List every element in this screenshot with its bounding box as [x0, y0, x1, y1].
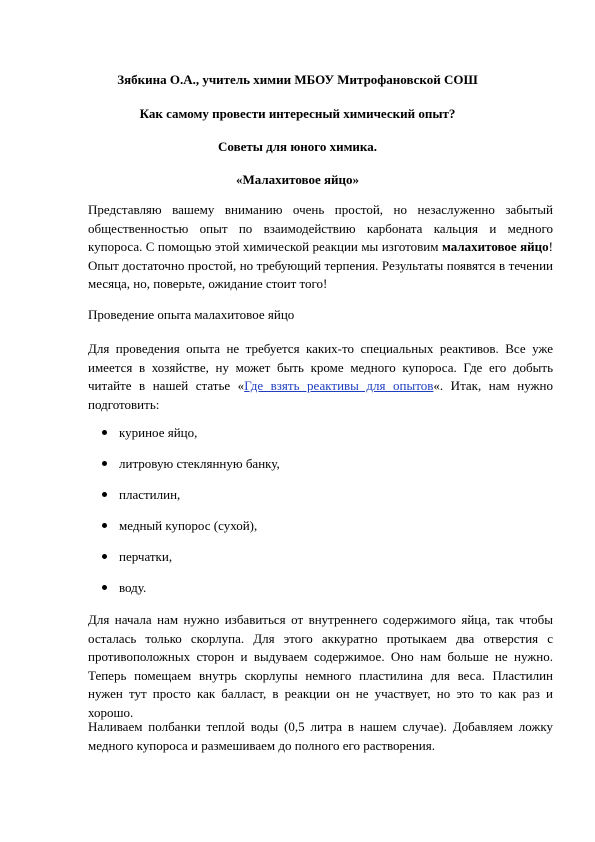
author-line: Зябкина О.А., учитель химии МБОУ Митрофановской СОШ: [117, 72, 478, 87]
list-item-label: куриное яйцо,: [119, 425, 198, 440]
intro-paragraph: [88, 201, 553, 294]
list-item-label: пластилин,: [119, 487, 181, 502]
list-item-label: воду.: [119, 580, 147, 595]
list-item-label: литровую стеклянную банку,: [119, 456, 280, 471]
list-item-label: перчатки,: [119, 549, 173, 564]
intro-text-1: Представляю вашему вниманию очень простой, но незаслуженно забытый общественностью опыт по взаимодействию карбоната кальция и медного купороса. С помощью этой химической реакции мы изготовим: [88, 202, 553, 254]
intro-text-2: ! Опыт достаточно простой, но требующий терпения. Результаты появятся в течении месяца, но, поверьте, ожидание стоит того!: [88, 239, 553, 291]
step1-paragraph: Для начала нам нужно избавиться от внутреннего содержимого яйца, так чтобы осталась только скорлупа. Для этого аккуратно протыкаем два отверстия с противоположных сторон и выдуваем содержимое. Оно нам больше не нужно. Теперь помещаем внутрь скорлупы немного пластилина для веса. Пластилин нужен тут просто как балласт, в реакции он не участвует, но это то как раз и хорошо.: [88, 612, 553, 720]
reagents-article-link[interactable]: Где взять реактивы для опытов: [244, 378, 434, 393]
bullet-icon: [102, 492, 107, 497]
list-item-label: медный купорос (сухой),: [119, 518, 258, 533]
section-title: Проведение опыта малахитовое яйцо: [88, 307, 295, 322]
bullet-icon: [102, 430, 107, 435]
intro-bold-term: малахитовое яйцо: [441, 239, 549, 254]
bullet-icon: [102, 523, 107, 528]
materials-paragraph: [88, 340, 553, 414]
question-heading: Как самому провести интересный химический опыт?: [139, 106, 456, 121]
bullet-icon: [102, 461, 107, 466]
bullet-icon: [102, 554, 107, 559]
subtitle-heading: Советы для юного химика.: [218, 139, 377, 154]
materials-text-2: «. Итак, нам нужно подготовить:: [88, 378, 553, 412]
step2-paragraph: Наливаем полбанки теплой воды (0,5 литра в нашем случае). Добавляем ложку медного купороса и размешиваем до полного его растворения.: [88, 719, 553, 753]
materials-text-1: Для проведения опыта не требуется каких-то специальных реактивов. Все уже имеется в хозяйстве, ну может быть кроме медного купороса. Где его добыть читайте в нашей статье «: [88, 341, 553, 393]
document-title: «Малахитовое яйцо»: [235, 172, 360, 187]
bullet-icon: [102, 585, 107, 590]
